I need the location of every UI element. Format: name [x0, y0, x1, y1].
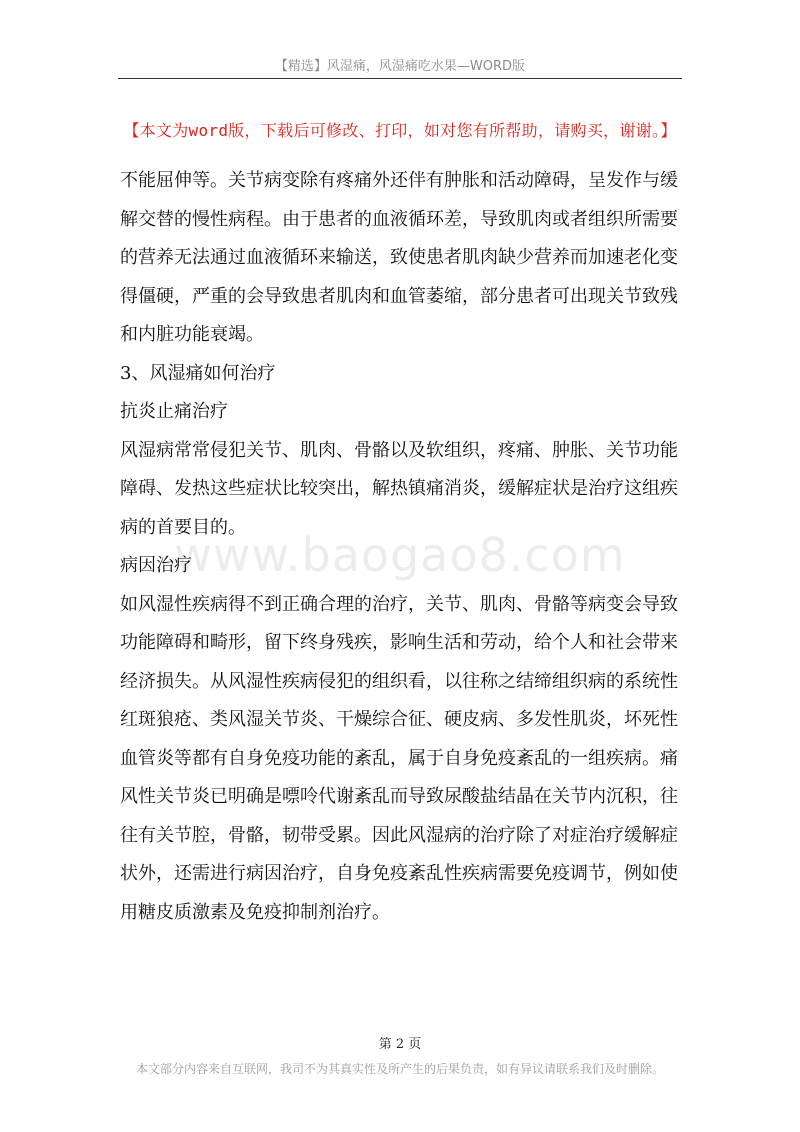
header-divider — [118, 78, 682, 79]
page-number: 第 2 页 — [378, 1037, 422, 1052]
subsection-heading: 抗炎止痛治疗 — [120, 401, 228, 422]
body-paragraph: 风湿病常常侵犯关节、肌肉、骨骼以及软组织，疼痛、肿胀、关节功能障碍、发热这些症状比较突出，解热镇痛消炎，缓解症状是治疗这组疾病的首要目的。 — [120, 439, 678, 538]
site-watermark: www.baogao8.com — [174, 528, 626, 582]
subsection-heading: 病因治疗 — [120, 555, 192, 576]
page-header-title: 【精选】风湿痛，风湿痛吃水果—WORD版 — [274, 59, 526, 74]
body-paragraph: 如风湿性疾病得不到正确合理的治疗，关节、肌肉、骨骼等病变会导致功能障碍和畸形，留下终身残疾，影响生活和劳动，给个人和社会带来经济损失。从风湿性疾病侵犯的组织看，以往称之结缔组织病的系统性红斑狼疮、类风湿关节炎、干燥综合征、硬皮病、多发性肌炎，坏死性血管炎等都有自身免疫功能的紊乱，属于自身免疫紊乱的一组疾病。痛风性关节炎已明确是嘌呤代谢紊乱而导致尿酸盐结晶在关节内沉积，往往有关节腔，骨骼，韧带受累。因此风湿病的治疗除了对症治疗缓解症状外，还需进行病因治疗，自身免疫紊乱性疾病需要免疫调节，例如使用糖皮质激素及免疫抑制剂治疗。 — [120, 593, 678, 923]
body-paragraph: 不能屈伸等。关节病变除有疼痛外还伴有肿胀和活动障碍，呈发作与缓解交替的慢性病程。由于患者的血液循环差，导致肌肉或者组织所需要的营养无法通过血液循环来输送，致使患者肌肉缺少营养而加速老化变得僵硬，严重的会导致患者肌肉和血管萎缩，部分患者可出现关节致残和内脏功能衰竭。 — [120, 170, 678, 345]
document-body — [120, 162, 680, 932]
footer-disclaimer: 本文部分内容来自互联网，我司不为其真实性及所产生的后果负责，如有异议请联系我们及时删除。 — [135, 1062, 664, 1076]
word-version-notice: 【本文为word版，下载后可修改、打印，如对您有所帮助，请购买，谢谢。】 — [123, 121, 677, 140]
section-heading: 3、风湿痛如何治疗 — [120, 362, 276, 384]
